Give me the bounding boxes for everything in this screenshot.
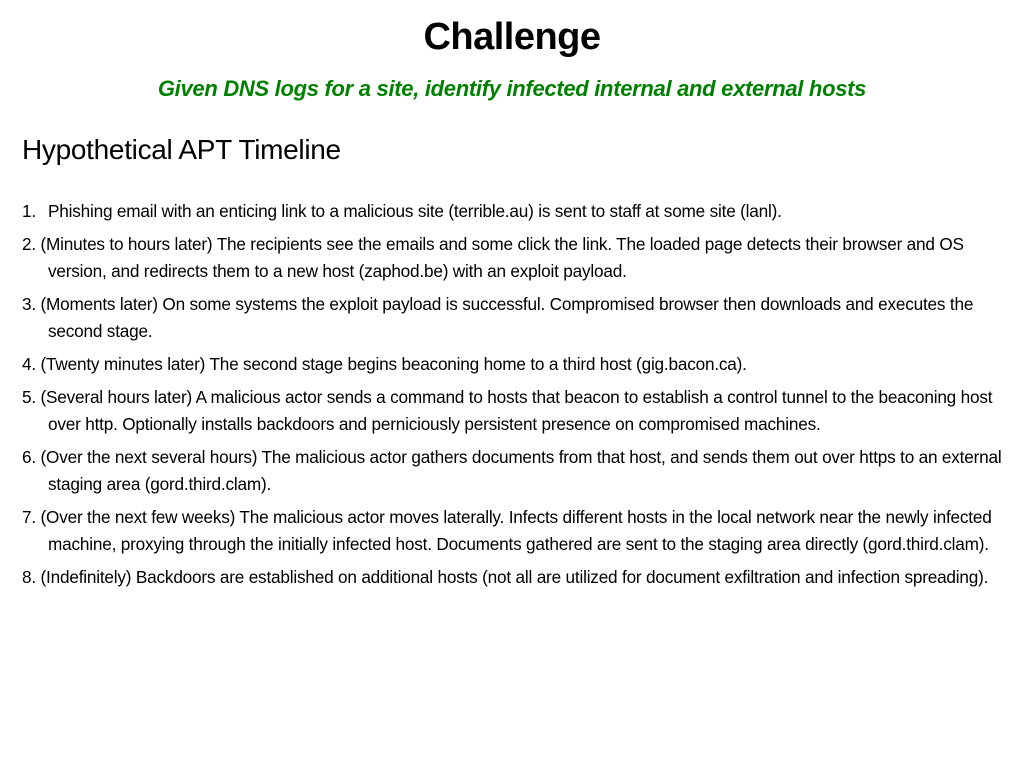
step-text: (Minutes to hours later) The recipients see the emails and some click the link. The loaded page detects their browser and OS version, and redirects them to a new host (zaphod.be) with an exploit payload. — [40, 234, 964, 281]
step-number: 6. — [22, 447, 36, 467]
timeline-step-8 — [22, 564, 1016, 591]
timeline-step-5 — [22, 384, 1016, 438]
step-text: Phishing email with an enticing link to a malicious site (terrible.au) is sent to staff at some site (lanl). — [48, 201, 782, 221]
step-text: (Moments later) On some systems the exploit payload is successful. Compromised browser then downloads and executes the second stage. — [40, 294, 974, 341]
step-number: 1. — [22, 201, 36, 221]
timeline-step-7 — [22, 504, 1016, 558]
step-text: (Indefinitely) Backdoors are established on additional hosts (not all are utilized for document exfiltration and infection spreading). — [40, 567, 989, 587]
step-number: 3. — [22, 294, 36, 314]
timeline-step-list — [22, 198, 1016, 597]
step-number: 4. — [22, 354, 36, 374]
step-number: 7. — [22, 507, 36, 527]
step-number: 5. — [22, 387, 36, 407]
timeline-step-6 — [22, 444, 1016, 498]
timeline-step-1 — [22, 198, 1016, 225]
slide-title: Challenge — [423, 16, 601, 58]
slide-subtitle: Given DNS logs for a site, identify infected internal and external hosts — [157, 76, 867, 101]
step-text: (Several hours later) A malicious actor sends a command to hosts that beacon to establish a control tunnel to the beaconing host over http. Optionally installs backdoors and perniciously persistent presence on compromised machines. — [40, 387, 993, 434]
timeline-step-3 — [22, 291, 1016, 345]
section-heading: Hypothetical APT Timeline — [22, 134, 341, 165]
step-number: 8. — [22, 567, 36, 587]
step-number: 2. — [22, 234, 36, 254]
timeline-step-4 — [22, 351, 1016, 378]
step-text: (Twenty minutes later) The second stage begins beaconing home to a third host (gig.bacon.ca). — [40, 354, 747, 374]
step-text: (Over the next several hours) The malicious actor gathers documents from that host, and sends them out over https to an external staging area (gord.third.clam). — [40, 447, 1002, 494]
step-text: (Over the next few weeks) The malicious actor moves laterally. Infects different hosts in the local network near the newly infected machine, proxying through the initially infected host. Documents gathered are sent to the staging area directly (gord.third.clam). — [40, 507, 992, 554]
timeline-step-2 — [22, 231, 1016, 285]
